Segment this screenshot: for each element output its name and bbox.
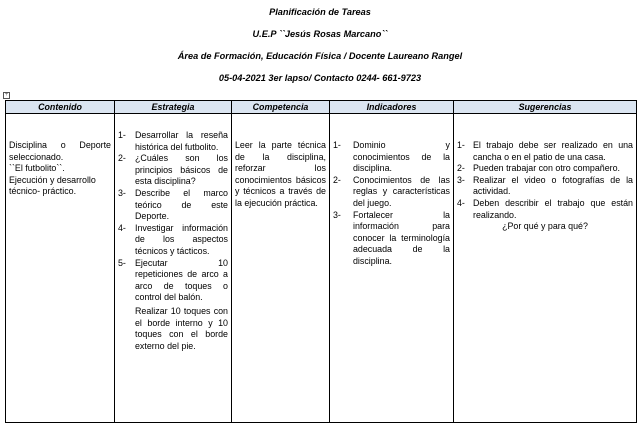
list-item: 3- Describe el marco teórico de este Deporte. <box>118 187 228 222</box>
school-name: U.E.P ``Jesús Rosas Marcano`` <box>252 29 388 39</box>
list-item: 2- Conocimientos de las reglas y características del juego. <box>333 174 450 208</box>
header-competencia: Competencia <box>232 101 330 114</box>
contenido-line: Disciplina o Deporte seleccionado. <box>9 140 111 162</box>
cell-sugerencias <box>454 114 637 423</box>
indicadores-list <box>333 140 450 268</box>
competencia-text: Leer la parte técnica de la disciplina, reforzar los conocimientos básicos y técnicos a través de la ejecución práctica. <box>235 140 326 208</box>
list-item: 1- El trabajo debe ser realizado en una cancha o en el patio de una casa. <box>457 140 633 162</box>
cell-indicadores <box>330 114 454 423</box>
cell-competencia <box>232 114 330 423</box>
estrategia-list <box>118 130 228 304</box>
area-teacher-line: Área de Formación, Educación Física / Docente Laureano Rangel <box>177 51 463 61</box>
table-move-handle-icon[interactable]: + <box>4 92 9 98</box>
planning-table <box>5 100 637 423</box>
table-header-row <box>6 101 637 114</box>
list-item: 1- Dominio y conocimientos de la disciplina. <box>333 140 450 174</box>
list-item: 2- ¿Cuáles son los principios básicos de esta disciplina? <box>118 153 228 187</box>
header-indicadores: Indicadores <box>330 101 454 114</box>
sugerencias-question: ¿Por qué y para qué? <box>502 221 588 232</box>
sugerencias-list <box>457 140 633 221</box>
contenido-line: Ejecución y desarrollo técnico- práctico. <box>9 174 96 197</box>
date-contact-line: 05-04-2021 3er lapso/ Contacto 0244- 661-9723 <box>218 73 422 83</box>
list-item: 2- Pueden trabajar con otro compañero. <box>457 163 621 174</box>
header-sugerencias: Sugerencias <box>454 101 637 114</box>
list-item: 1- Desarrollar la reseña histórica del futbolito. <box>118 130 228 152</box>
header-estrategia: Estrategia <box>115 101 232 114</box>
list-item: 4- Investigar información de los aspectos técnicos y tácticos. <box>118 222 228 256</box>
estrategia-extra: Realizar 10 toques con el borde interno y 10 toques con el borde externo del pie. <box>135 305 228 351</box>
list-item: 3- Realizar el video o fotografías de la actividad. <box>457 174 633 197</box>
list-item: 5- Ejecutar 10 repeticiones de arco a arco de toques o control del balón. <box>118 257 228 303</box>
table-row <box>6 114 637 423</box>
contenido-line: ``El futbolito``. <box>9 163 65 174</box>
cell-contenido <box>6 114 115 423</box>
cell-estrategia <box>115 114 232 423</box>
header-contenido: Contenido <box>6 101 115 114</box>
document-title: Planificación de Tareas <box>269 7 371 17</box>
list-item: 3- Fortalecer la información para conocer la terminología adecuada de la disciplina. <box>333 209 450 266</box>
list-item: 4- Deben describir el trabajo que están realizando. <box>457 197 633 220</box>
